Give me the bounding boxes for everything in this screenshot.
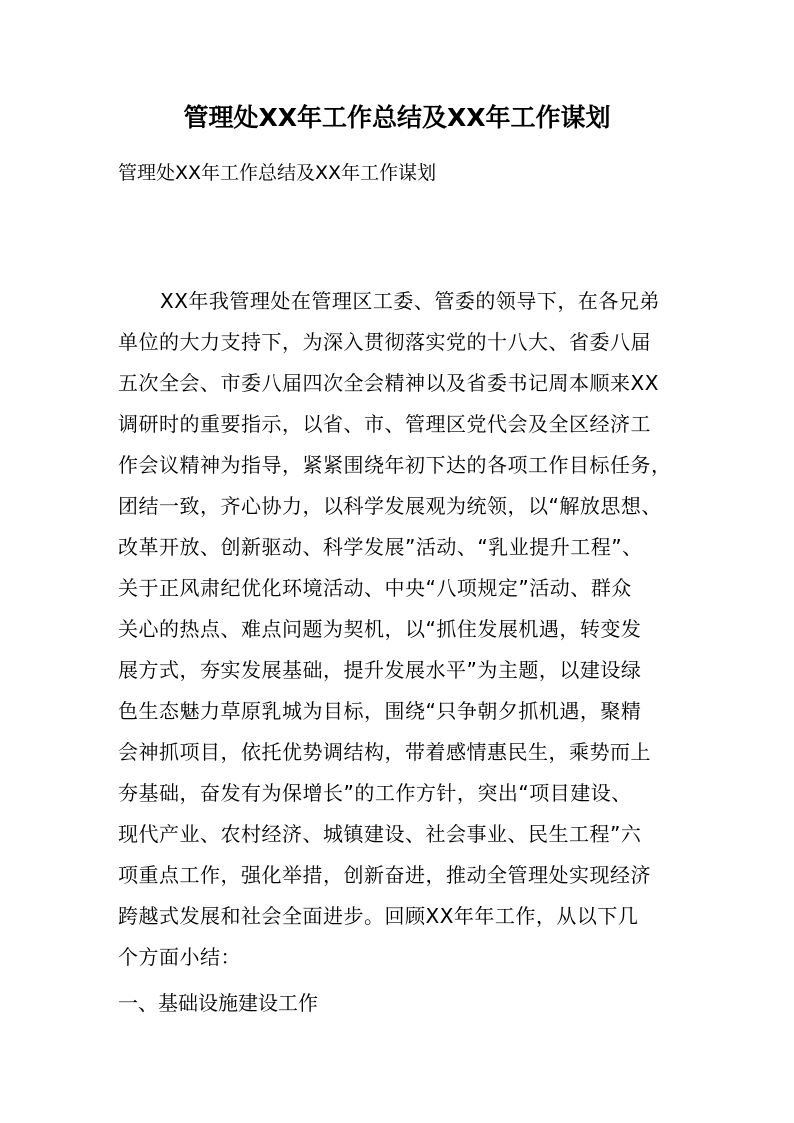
paragraph-line: 项重点工作，强化举措，创新奋进，推动全管理处实现经济 bbox=[118, 863, 651, 887]
paragraph-line: 夯基础，奋发有为保增长”的工作方针，突出“项目建设、 bbox=[118, 781, 632, 805]
paragraph-line: XX年我管理处在管理区工委、管委的领导下，在各兄弟 bbox=[160, 289, 660, 313]
paragraph-line: 会神抓项目，依托优势调结构，带着感情惠民生，乘势而上 bbox=[118, 740, 651, 764]
paragraph-line: 个方面小结： bbox=[118, 945, 241, 969]
paragraph-line: 现代产业、农村经济、城镇建设、社会事业、民生工程”六 bbox=[118, 822, 642, 846]
paragraph-line: 调研时的重要指示，以省、市、管理区党代会及全区经济工 bbox=[118, 412, 651, 436]
document-subtitle: 管理处XX年工作总结及XX年工作谋划 bbox=[118, 162, 437, 184]
paragraph-line: 作会议精神为指导，紧紧围绕年初下达的各项工作目标任务， bbox=[118, 453, 672, 477]
paragraph-line: 五次全会、市委八届四次全会精神以及省委书记周本顺来XX bbox=[118, 371, 659, 395]
paragraph-line: 单位的大力支持下，为深入贯彻落实党的十八大、省委八届 bbox=[118, 330, 651, 354]
paragraph-line: 色生态魅力草原乳城为目标，围绕“只争朝夕抓机遇，聚精 bbox=[118, 699, 642, 723]
paragraph-line: 改革开放、创新驱动、科学发展”活动、“乳业提升工程”、 bbox=[118, 535, 643, 559]
paragraph-line: 跨越式发展和社会全面进步。回顾XX年年工作，从以下几 bbox=[118, 904, 639, 928]
section-heading: 一、基础设施建设工作 bbox=[118, 991, 318, 1015]
paragraph-line: 关心的热点、难点问题为契机，以“抓住发展机遇，转变发 bbox=[118, 617, 642, 641]
paragraph-line: 展方式，夯实发展基础，提升发展水平”为主题，以建设绿 bbox=[118, 658, 642, 682]
paragraph-line: 团结一致，齐心协力，以科学发展观为统领，以“解放思想、 bbox=[118, 494, 662, 518]
paragraph-line: 关于正风肃纪优化环境活动、中央“八项规定”活动、群众 bbox=[118, 576, 632, 600]
document-title: 管理处XX年工作总结及XX年工作谋划 bbox=[183, 103, 611, 132]
